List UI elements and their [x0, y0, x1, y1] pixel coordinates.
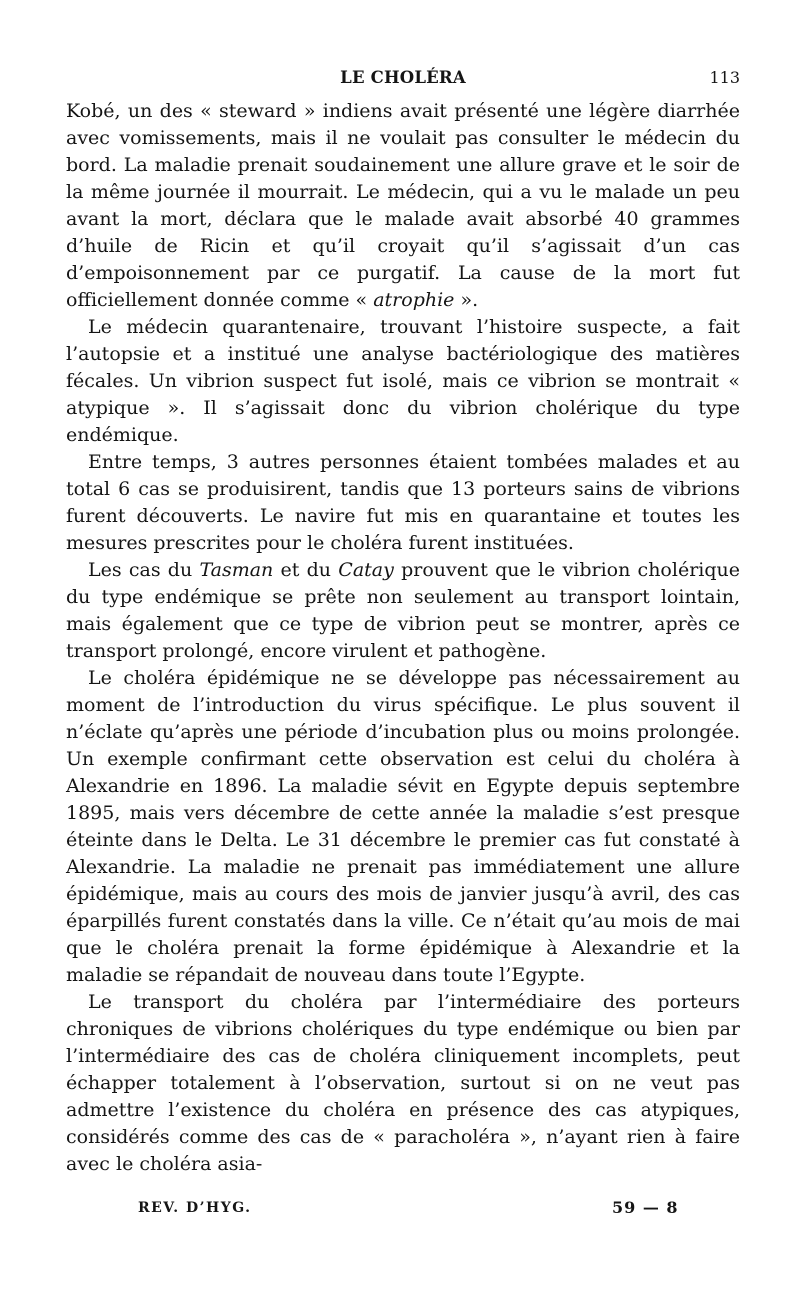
- paragraph-text: ».: [454, 289, 479, 311]
- footer: [66, 1196, 740, 1220]
- paragraph: [66, 314, 740, 449]
- running-title: LE CHOLÉRA: [340, 68, 466, 87]
- italic-text: Catay: [338, 559, 394, 581]
- running-head: [66, 62, 740, 98]
- page: [66, 62, 740, 1178]
- paragraph-text: Le médecin quarantenaire, trouvant l’histoire suspecte, a fait l’autopsie et a institué une analyse bactériologique des matières fécales. Un vibrion suspect fut isolé, mais ce vibrion se montrait « atypique ». Il s’agissait donc du vibrion cholérique du type endémique.: [66, 316, 740, 446]
- page-number: 113: [709, 68, 740, 87]
- paragraph-text: Le transport du choléra par l’intermédiaire des porteurs chroniques de vibrions cholériques du type endémique ou bien par l’intermédiaire des cas de choléra cliniquement incomplets, peut échapper totalement à l’observation, surtout si on ne veut pas admettre l’existence du choléra en présence des cas atypiques, considérés comme des cas de « paracholéra », n’ayant rien à faire avec le choléra asia-: [66, 991, 740, 1175]
- paragraph: [66, 989, 740, 1178]
- paragraph-text: Kobé, un des « steward » indiens avait présenté une légère diarrhée avec vomissements, mais il ne voulait pas consulter le médecin du bord. La maladie prenait soudainement une allure grave et le soir de la même journée il mourrait. Le médecin, qui a vu le malade un peu avant la mort, déclara que le malade avait absorbé 40 grammes d’huile de Ricin et qu’il croyait qu’il s’agissait d’un cas d’empoisonnement par ce purgatif. La cause de la mort fut officiellement donnée comme «: [66, 100, 740, 311]
- paragraph: [66, 98, 740, 314]
- paragraph: [66, 665, 740, 989]
- paragraph-text: Le choléra épidémique ne se développe pas nécessairement au moment de l’introduction du virus spécifique. Le plus souvent il n’éclate qu’après une période d’incubation plus ou moins prolongée. Un exemple confirmant cette observation est celui du choléra à Alexandrie en 1896. La maladie sévit en Egypte depuis septembre 1895, mais vers décembre de cette année la maladie s’est presque éteinte dans le Delta. Le 31 décembre le premier cas fut constaté à Alexandrie. La maladie ne prenait pas immédiatement une allure épidémique, mais au cours des mois de janvier jusqu’à avril, des cas éparpillés furent constatés dans la ville. Ce n’était qu’au mois de mai que le choléra prenait la forme épidémique à Alexandrie et la maladie se répandait de nouveau dans toute l’Egypte.: [66, 667, 740, 986]
- italic-text: atrophie: [373, 289, 455, 311]
- printer-signature: 59 — 8: [612, 1198, 679, 1217]
- paragraph: [66, 557, 740, 665]
- paragraph: [66, 449, 740, 557]
- body-text: [66, 98, 740, 1178]
- italic-text: Tasman: [199, 559, 274, 581]
- paragraph-text: Entre temps, 3 autres personnes étaient tombées malades et au total 6 cas se produisirent, tandis que 13 porteurs sains de vibrions furent découverts. Le navire fut mis en quarantaine et toutes les mesures prescrites pour le choléra furent instituées.: [66, 451, 740, 554]
- paragraph-text: et du: [273, 559, 339, 581]
- paragraph-text: prouvent que le vibrion cholérique du type endémique se prête non seulement au transport lointain, mais également que ce type de vibrion peut se montrer, après ce transport prolongé, encore virulent et pathogène.: [66, 559, 740, 662]
- paragraph-text: Les cas du: [88, 559, 200, 581]
- journal-abbreviation: REV. D’HYG.: [138, 1200, 252, 1216]
